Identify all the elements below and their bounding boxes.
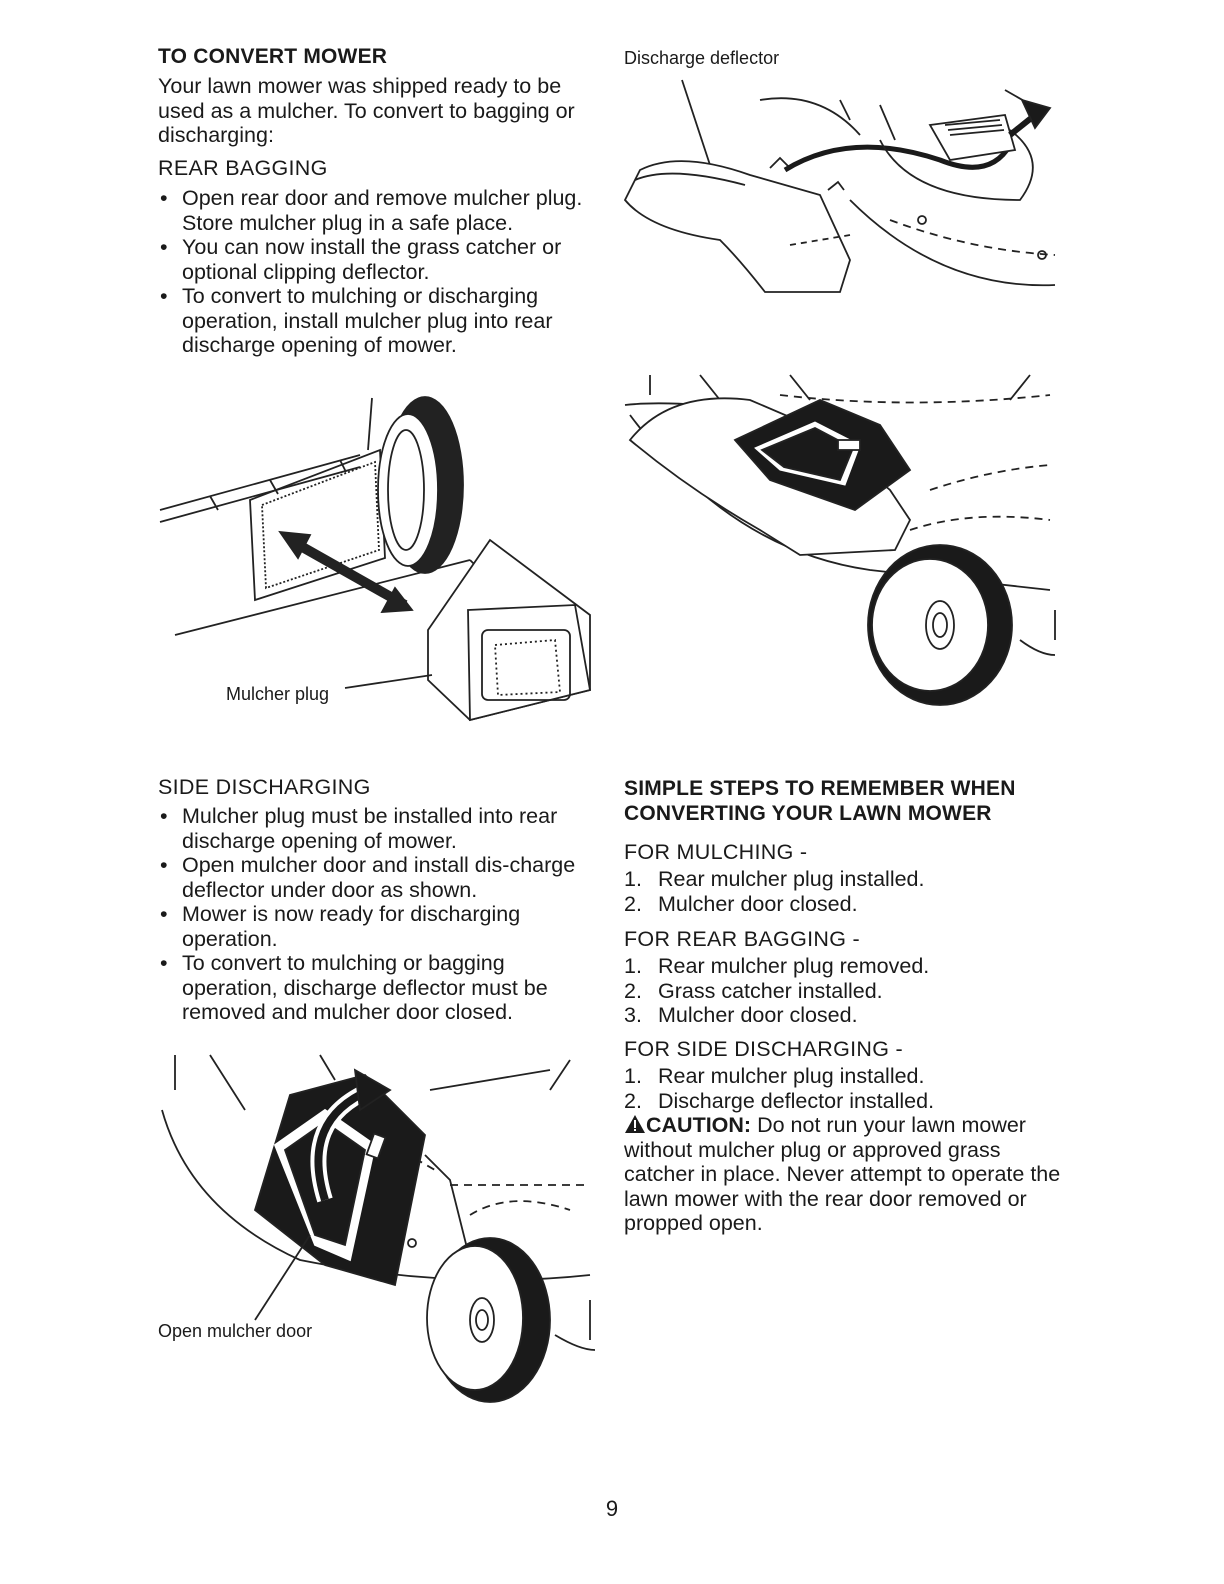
list-item: • Open rear door and remove mulcher plug. Store mulcher plug in a safe place. <box>158 186 598 235</box>
mulcher-plug-illustration <box>150 390 610 740</box>
list-item: • You can now install the grass catcher or optional clipping deflector. <box>158 235 598 284</box>
side-discharging-heading: SIDE DISCHARGING <box>158 775 371 799</box>
side-discharging-steps-heading: FOR SIDE DISCHARGING - <box>624 1037 903 1061</box>
list-item: 2. Mulcher door closed. <box>624 891 858 916</box>
list-item: • Mulcher plug must be installed into rear discharge opening of mower. <box>158 804 598 853</box>
list-item: 1. Rear mulcher plug removed. <box>624 954 930 978</box>
warning-triangle-icon <box>624 1114 646 1134</box>
mulching-heading: FOR MULCHING - <box>624 840 808 864</box>
discharge-deflector-label: Discharge deflector <box>624 48 780 68</box>
side-discharging-steps <box>624 1064 934 1113</box>
list-item: • To convert to mulching or bagging operation, discharge deflector must be removed and mulcher door closed. <box>158 951 598 1025</box>
list-item: • Mower is now ready for discharging operation. <box>158 902 598 951</box>
discharge-deflector-illustration <box>610 70 1060 310</box>
list-item: 1. Rear mulcher plug installed. <box>624 867 925 891</box>
open-mulcher-door-illustration <box>150 1050 600 1410</box>
list-item: 2. Grass catcher installed. <box>624 978 883 1003</box>
rear-bagging-list <box>158 186 598 358</box>
list-item: • Open mulcher door and install dis-charge deflector under door as shown. <box>158 853 598 902</box>
intro-paragraph: Your lawn mower was shipped ready to be used as a mulcher. To convert to bagging or discharging: <box>158 74 575 147</box>
side-discharge-installed-illustration <box>610 370 1060 710</box>
side-discharging-list <box>158 804 598 1025</box>
mulcher-plug-label: Mulcher plug <box>226 684 330 704</box>
mulching-steps <box>624 867 925 916</box>
list-item: 3. Mulcher door closed. <box>624 1003 858 1027</box>
rear-bagging-heading: REAR BAGGING <box>158 156 328 180</box>
list-item: 2. Discharge deflector installed. <box>624 1088 935 1113</box>
section-title: TO CONVERT MOWER <box>158 45 388 68</box>
caution-block <box>624 1113 1064 1236</box>
steps-title: SIMPLE STEPS TO REMEMBER WHEN CONVERTING YOUR LAWN MOWER <box>624 777 1016 825</box>
list-item: • To convert to mulching or discharging operation, install mulcher plug into rear discharge opening of mower. <box>158 284 598 358</box>
caution-label: CAUTION: <box>646 1113 752 1137</box>
list-item: 1. Rear mulcher plug installed. <box>624 1064 925 1088</box>
rear-bagging-steps-heading: FOR REAR BAGGING - <box>624 927 860 951</box>
page-number: 9 <box>605 1496 619 1521</box>
open-mulcher-door-label: Open mulcher door <box>158 1321 313 1341</box>
caution-text: Do not run your lawn mower without mulcher plug or approved grass catcher in place. Never attempt to operate the lawn mower with the rear door removed or propped open. <box>624 1113 1061 1235</box>
rear-bagging-steps <box>624 954 929 1028</box>
